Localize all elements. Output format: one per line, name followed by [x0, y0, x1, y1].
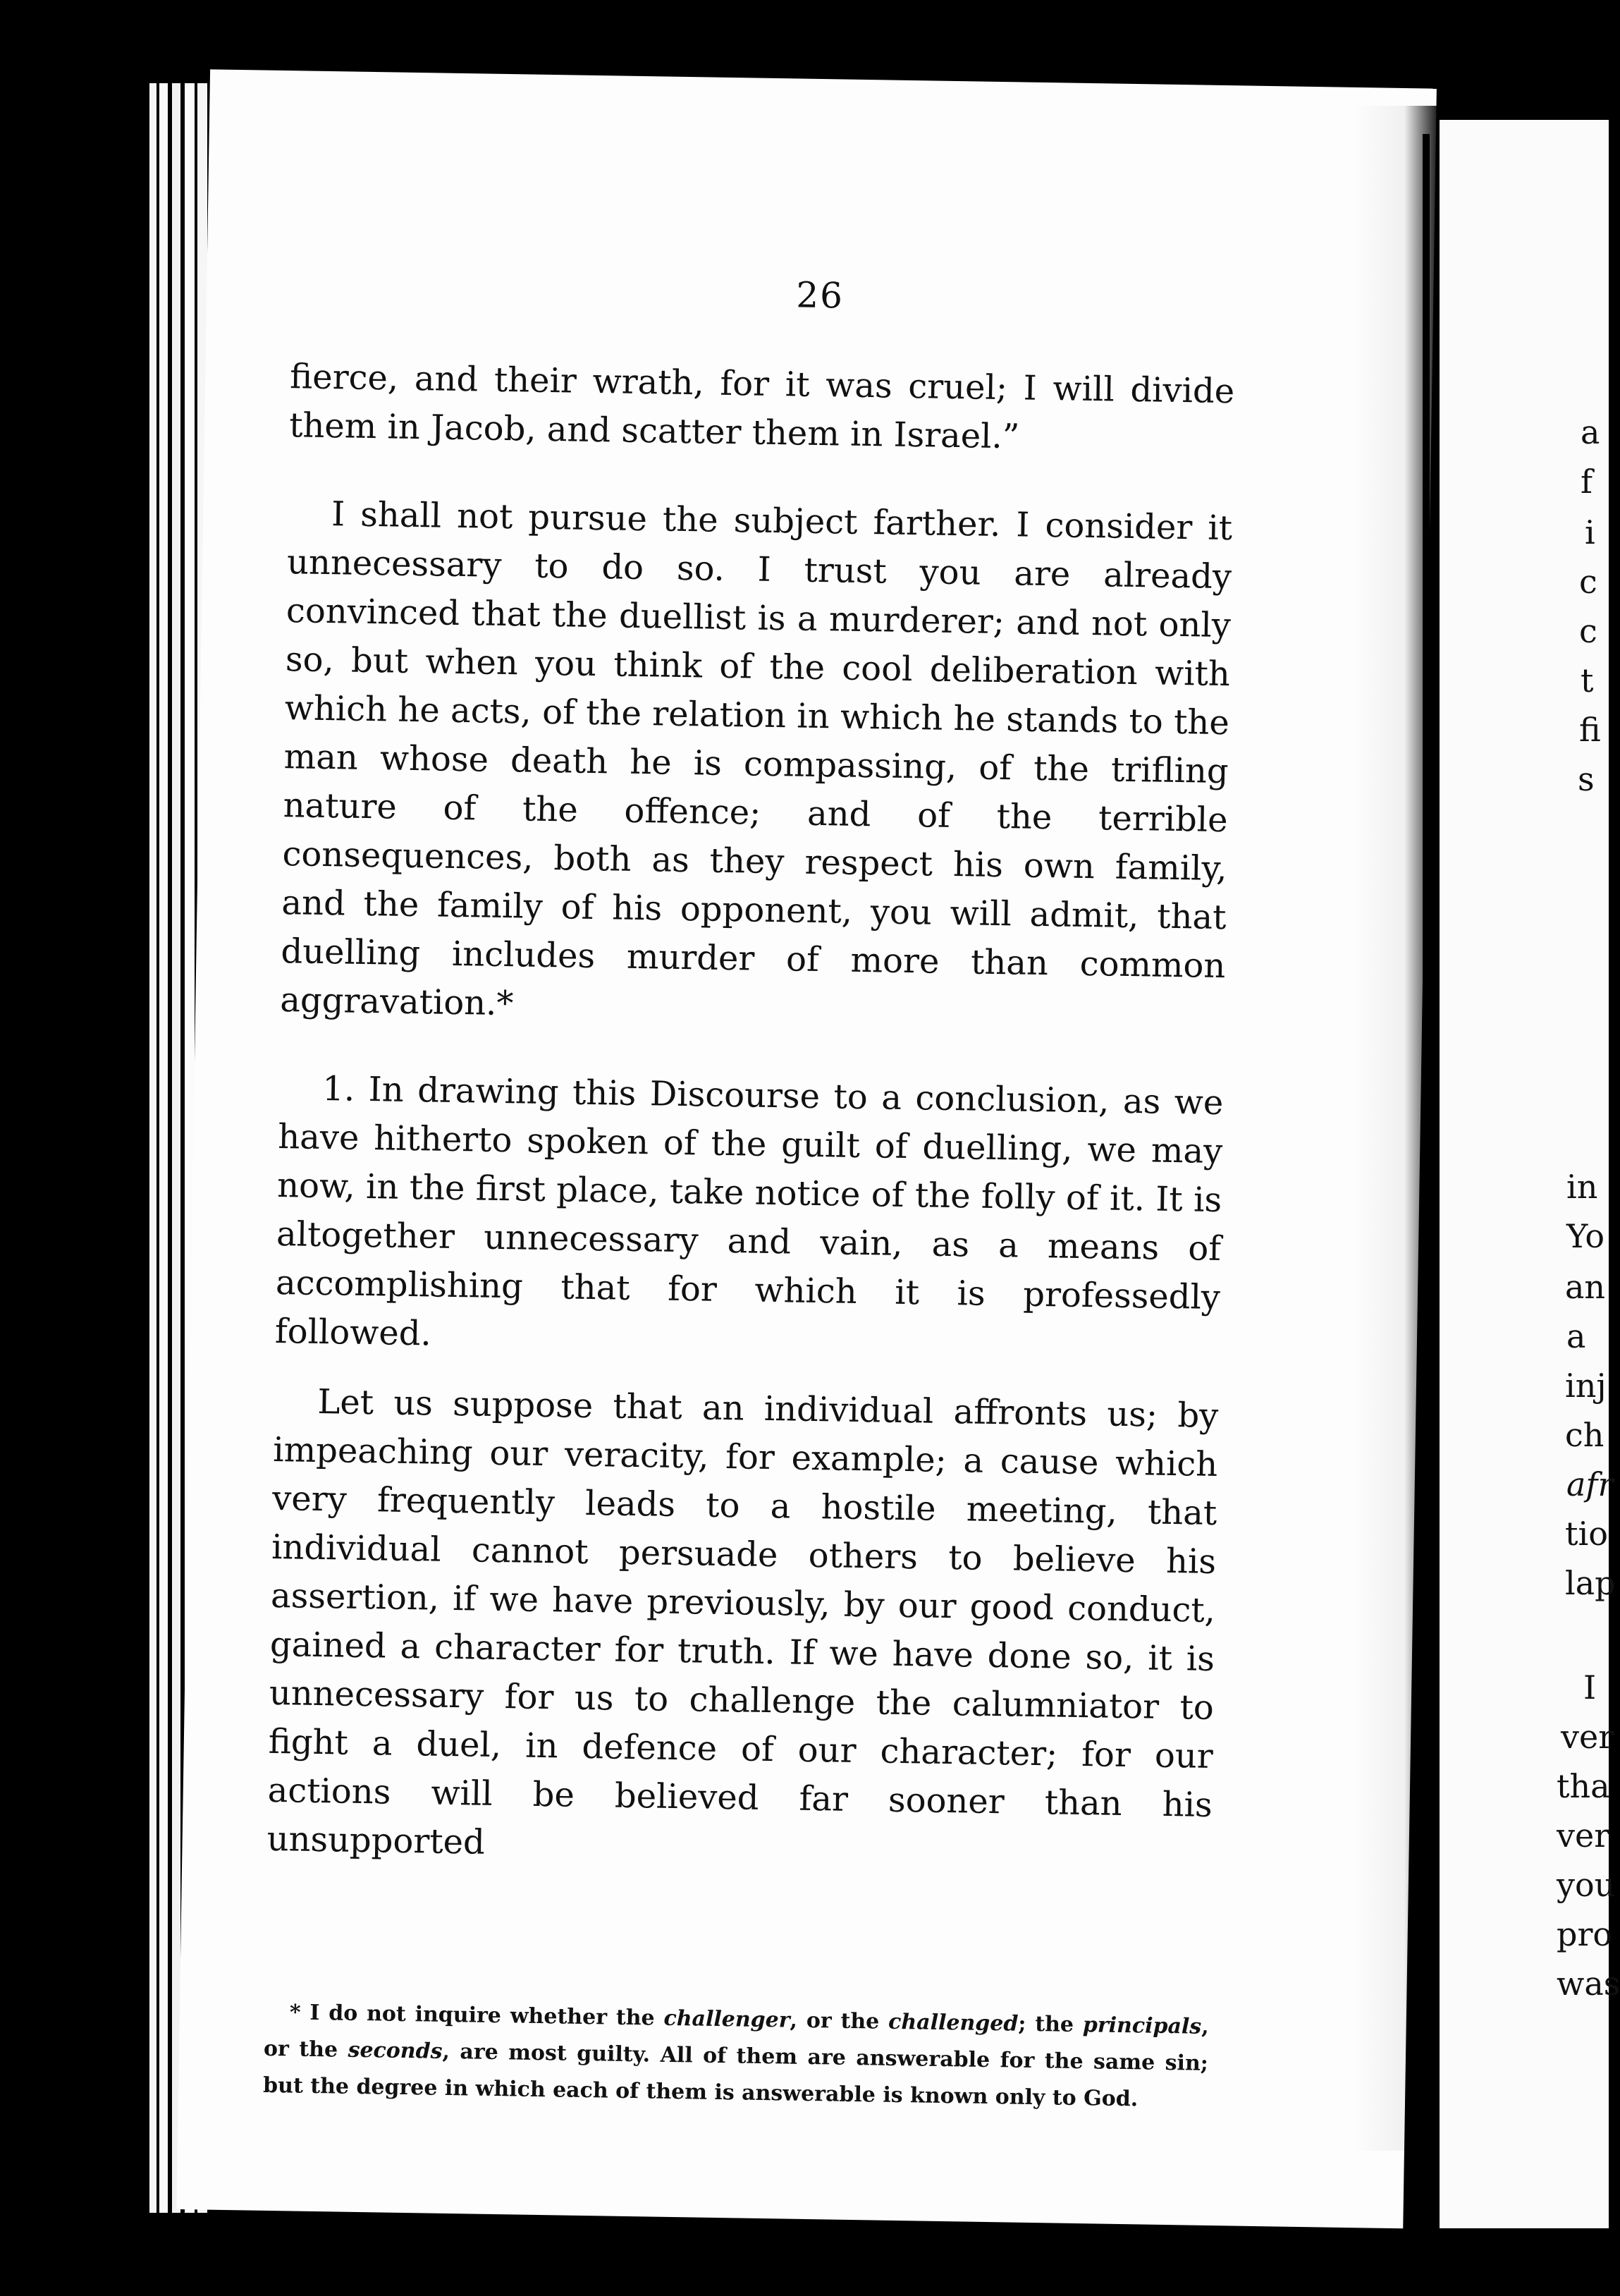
facing-text-fragment: was [1557, 1965, 1620, 2003]
footnote-text [263, 1994, 1209, 2119]
facing-text-fragment: ver [1561, 1718, 1614, 1756]
facing-text-fragment: ver [1557, 1816, 1610, 1855]
footnote-principals: principals [1082, 2013, 1202, 2039]
facing-text-fragment: tha [1557, 1767, 1610, 1805]
facing-text-fragment: fi [1579, 711, 1601, 749]
facing-text-fragment: an [1565, 1268, 1606, 1306]
paragraph-duellist-murderer: I shall not pursue the subject farther. I consider it unnecessary to do so. I trust you are already convinced that the duellist is a murderer; and not only so, but when you think of the cool deliberation with which he acts, of the relation in which he stands to the man whose death he is compassing, of the trifling nature of the offence; and of the terrible consequences, both as they respect his own family, and the family of his opponent, you will admit, that duelling includes murder of more than common aggravation.* [279, 494, 1233, 1024]
facing-page [1440, 120, 1620, 2228]
facing-text-fragment: s [1578, 760, 1595, 798]
paragraph-quote-continuation: fierce, and their wrath, for it was cruel; I will divide them in Jacob, and scatter them in Israel.” [288, 357, 1235, 457]
facing-text-fragment: ch [1565, 1416, 1604, 1454]
paragraph-folly-of-duelling: 1. In drawing this Discourse to a conclusion, as we have hitherto spoken of the guilt of duelling, we may now, in the first place, take notice of the folly of it. It is altogether unnecessary and vain, as a means of accomplishing that for which it is professedly followed. [274, 1069, 1224, 1354]
paragraph-affront-example: Let us suppose that an individual affronts us; by impeaching our veracity, for example; a cause which very frequently leads to a hostile meeting, that individual cannot persuade others to believe his assertion, if we have previously, by our good conduct, gained a character for truth. If we have done so, it is unnecessary for us to challenge the calumniator to fight a duel, in defence of our character; for our actions will be believed far sooner than his unsupported [266, 1381, 1219, 1862]
footnote-challenger: challenger [663, 2005, 790, 2033]
binding-line [1423, 134, 1430, 2137]
footnote-seconds: seconds [348, 2037, 443, 2064]
facing-text-fragment: a [1566, 1317, 1586, 1355]
page-edge-strip [159, 83, 168, 2213]
facing-text-fragment: i [1585, 513, 1595, 551]
facing-text-fragment: t [1581, 661, 1594, 700]
facing-text-fragment: tio [1565, 1515, 1608, 1553]
footnote-part: ; the [1018, 2011, 1084, 2038]
body-text [266, 353, 1234, 1879]
footnote-part: , or the [790, 2008, 889, 2034]
footnote [263, 1994, 1209, 2119]
page-edge-strip [149, 83, 157, 2213]
page-edge-strip [172, 83, 180, 2213]
facing-text-fragment: you [1557, 1866, 1616, 1904]
facing-text-fragment: c [1579, 612, 1597, 650]
book-page [176, 69, 1436, 2228]
facing-text-fragment: in [1566, 1168, 1598, 1206]
facing-text-fragment: afr [1566, 1465, 1614, 1503]
facing-text-fragment: Yo [1566, 1217, 1605, 1255]
facing-text-fragment: a [1581, 413, 1600, 451]
page-number: 26 [795, 274, 845, 317]
facing-text-fragment: pro [1557, 1915, 1613, 1953]
facing-text-fragment: inj [1565, 1367, 1607, 1405]
facing-text-fragment: I [1583, 1668, 1597, 1706]
footnote-challenged: challenged [888, 2009, 1019, 2037]
facing-text-fragment: c [1579, 563, 1597, 601]
footnote-part: , are most guilty. All of them are answerable for the same sin; but the degree in which each of them is answerable is known only to God. [262, 2039, 1209, 2112]
footnote-part: * I do not inquire whether the [289, 2000, 664, 2031]
footnote-part: , or the [263, 2014, 1209, 2063]
facing-text-fragment: f [1581, 463, 1593, 501]
facing-text-fragment: lap [1565, 1564, 1616, 1602]
